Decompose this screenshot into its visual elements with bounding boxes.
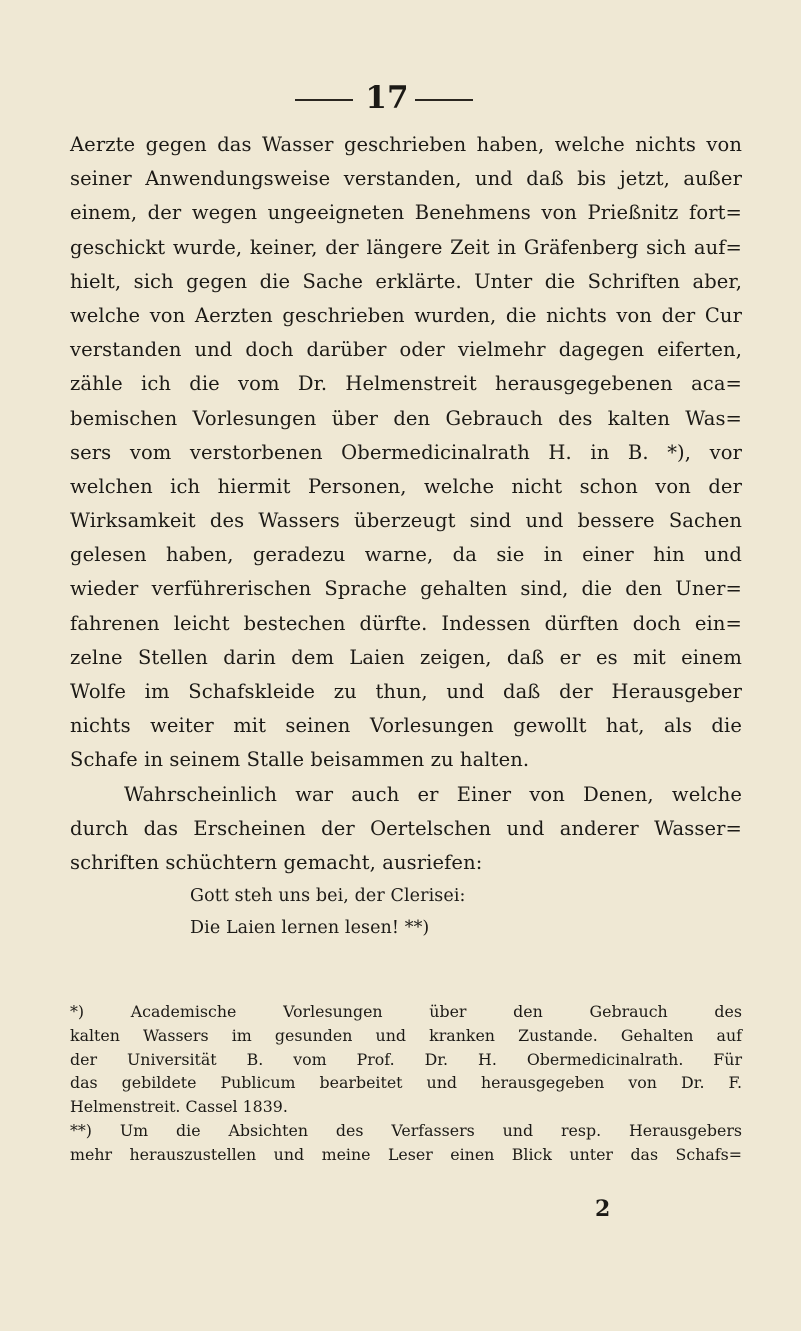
text-line: bemischen Vorlesungen über den Gebrauch des kalten Was= — [70, 406, 742, 430]
footnote-line: kalten Wassers im gesunden und kranken Zustande. Gehalten auf — [70, 1025, 742, 1045]
text-line: geschickt wurde, keiner, der längere Zeit in Gräfenberg sich auf= — [70, 235, 742, 259]
text-line: einem, der wegen ungeeigneten Benehmens von Prießnitz fort= — [70, 201, 742, 225]
main-text — [70, 128, 742, 944]
text-line: sers vom verstorbenen Obermedicinalrath H. in B. *), vor — [70, 440, 742, 464]
footnote-line: *) Academische Vorlesungen über den Gebrauch des — [70, 1002, 742, 1021]
text-line: zelne Stellen darin dem Laien zeigen, daß er es mit einem — [70, 645, 742, 669]
text-line: welchen ich hiermit Personen, welche nicht schon von der — [70, 474, 742, 498]
footnote-line: **) Um die Absichten des Verfassers und resp. Herausgebers — [70, 1120, 742, 1140]
text-line: hielt, sich gegen die Sache erklärte. Unter die Schriften aber, — [70, 269, 742, 293]
footnote-line: der Universität B. vom Prof. Dr. H. Obermedicinalrath. Für — [70, 1049, 742, 1069]
footnotes — [70, 1000, 742, 1167]
footnote-line: mehr herauszustellen und meine Leser einen Blick unter das Schafs= — [70, 1144, 742, 1164]
text-line: Schafe in seinem Stalle beisammen zu halten. — [70, 748, 530, 772]
page-number: 17 — [365, 80, 409, 116]
page-header — [0, 78, 801, 118]
text-line: Wirksamkeit des Wassers überzeugt sind und bessere Sachen — [70, 509, 742, 533]
text-line: welche von Aerzten geschrieben wurden, die nichts von der Cur — [70, 303, 742, 327]
footnote-line: das gebildete Publicum bearbeitet und herausgegeben von Dr. F. — [70, 1073, 742, 1093]
text-line: Wahrscheinlich war auch er Einer von Denen, welche — [124, 782, 742, 806]
text-line: seiner Anwendungsweise verstanden, und daß bis jetzt, außer — [70, 167, 742, 191]
text-line: Aerzte gegen das Wasser geschrieben haben, welche nichts von — [70, 133, 742, 156]
verse-line: Die Laien lernen lesen! **) — [190, 918, 430, 939]
text-line: schriften schüchtern gemacht, ausriefen: — [70, 850, 483, 874]
text-line: fahrenen leicht bestechen dürfte. Indessen dürften doch ein= — [70, 611, 742, 635]
verse-line: Gott steh uns bei, der Clerisei: — [190, 886, 466, 907]
text-line: wieder verführerischen Sprache gehalten sind, die den Uner= — [70, 577, 742, 601]
header-rule-left — [295, 99, 353, 101]
footnote-line: Helmenstreit. Cassel 1839. — [70, 1097, 288, 1117]
text-line: nichts weiter mit seinen Vorlesungen gewollt hat, als die — [70, 714, 742, 738]
text-line: durch das Erscheinen der Oertelschen und anderer Wasser= — [70, 816, 742, 840]
header-rule-right — [415, 99, 473, 101]
text-line: Wolfe im Schafskleide zu thun, und daß der Herausgeber — [70, 680, 742, 703]
signature-mark: 2 — [595, 1196, 611, 1222]
text-line: zähle ich die vom Dr. Helmenstreit herausgegebenen aca= — [70, 372, 742, 396]
text-line: verstanden und doch darüber oder vielmehr dagegen eiferten, — [70, 338, 742, 362]
text-line: gelesen haben, geradezu warne, da sie in einer hin und — [70, 543, 742, 567]
